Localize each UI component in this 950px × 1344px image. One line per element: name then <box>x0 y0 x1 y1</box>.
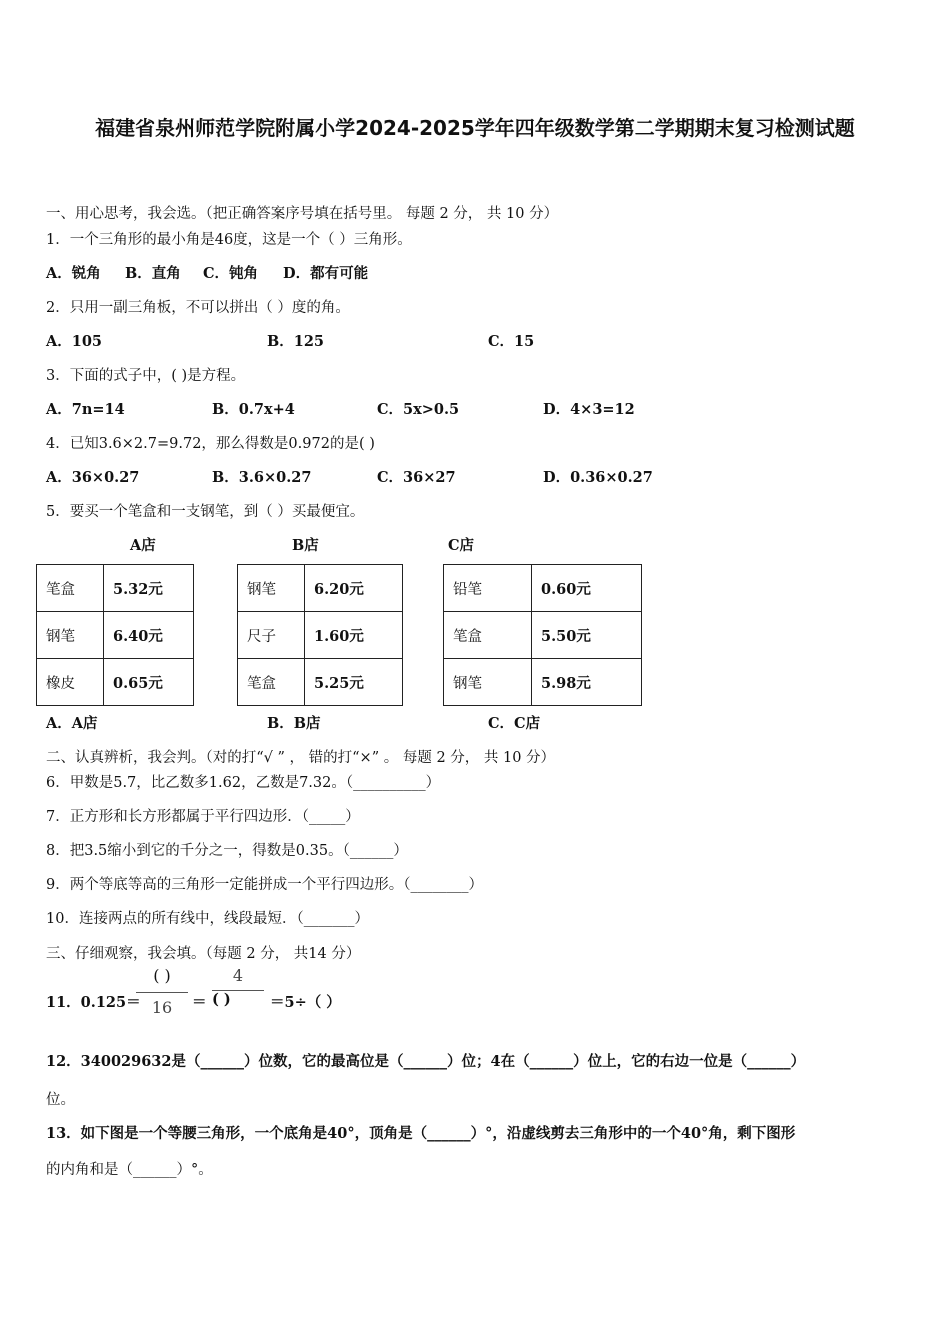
table-row <box>444 612 642 659</box>
item-price: 6.20元 <box>305 565 403 612</box>
item-name: 钢笔 <box>444 659 532 706</box>
q5-option-b: B．B店 <box>267 715 321 732</box>
q5-option-c: C．C店 <box>488 715 541 732</box>
q1-option-a: A．锐角 <box>46 265 101 282</box>
shop-a-label: A店 <box>130 537 156 554</box>
q11-equals: ＝ <box>192 994 207 1011</box>
item-name: 钢笔 <box>238 565 305 612</box>
item-price: 1.60元 <box>305 612 403 659</box>
section3-heading: 三、仔细观察，我会填。（每题 2 分， 共14 分） <box>46 946 361 962</box>
q13-line2: 的内角和是（______）°。 <box>46 1162 213 1178</box>
table-row <box>37 565 194 612</box>
table-row <box>444 565 642 612</box>
shop-b-label: B店 <box>292 537 319 554</box>
item-name: 笔盒 <box>37 565 104 612</box>
q5-option-a: A．A店 <box>46 715 98 732</box>
q6: 6．甲数是5.7，比乙数多1.62，乙数是7.32。（__________） <box>46 775 441 791</box>
section2-heading: 二、认真辨析，我会判。（对的打“√ ” ， 错的打“×” 。 每题 2 分， 共 10 分） <box>46 750 556 766</box>
q9: 9．两个等底等高的三角形一定能拼成一个平行四边形。（________） <box>46 877 483 893</box>
table-row <box>238 565 403 612</box>
q3-option-d: D．4×3=12 <box>543 401 635 418</box>
item-name: 笔盒 <box>444 612 532 659</box>
q3-option-a: A．7n=14 <box>46 401 125 418</box>
table-row <box>238 659 403 706</box>
q4-option-a: A．36×0.27 <box>46 469 140 486</box>
section1-heading: 一、用心思考，我会选。（把正确答案序号填在括号里。 每题 2 分， 共 10 分） <box>46 206 559 222</box>
q11-fraction2-denominator: ( ) <box>212 991 231 1008</box>
q2-option-b: B．125 <box>267 333 325 350</box>
shop-c-label: C店 <box>448 537 475 554</box>
q8: 8．把3.5缩小到它的千分之一，得数是0.35。（______） <box>46 843 408 859</box>
q11-fraction1-bar <box>136 992 188 993</box>
item-price: 6.40元 <box>104 612 194 659</box>
q4-option-b: B．3.6×0.27 <box>212 469 312 486</box>
shop-b-price-table <box>237 564 403 706</box>
q11-fraction1-denominator: 16 <box>151 998 173 1017</box>
q4-option-d: D．0.36×0.27 <box>543 469 653 486</box>
table-row <box>444 659 642 706</box>
page-title: 福建省泉州师范学院附属小学2024-2025学年四年级数学第二学期期末复习检测试题 <box>95 116 855 140</box>
q11-suffix: ＝5÷（ ） <box>270 994 341 1011</box>
q12-line2: 位。 <box>46 1092 75 1108</box>
item-name: 尺子 <box>238 612 305 659</box>
q1-option-c: C．钝角 <box>203 265 259 282</box>
q5-stem: 5．要买一个笔盒和一支钢笔，到（ ）买最便宜。 <box>46 504 365 520</box>
item-price: 0.60元 <box>532 565 642 612</box>
q4-option-c: C．36×27 <box>377 469 456 486</box>
item-price: 5.50元 <box>532 612 642 659</box>
q13-line1: 13．如下图是一个等腰三角形，一个底角是40°，顶角是（______）°，沿虚线剪去三角形中的一个40°角，剩下图形 <box>46 1125 796 1142</box>
table-row <box>238 612 403 659</box>
table-row <box>37 659 194 706</box>
q1-option-d: D．都有可能 <box>283 265 369 282</box>
q3-option-b: B．0.7x+4 <box>212 401 295 418</box>
q2-stem: 2．只用一副三角板，不可以拼出（ ）度的角。 <box>46 300 350 316</box>
q10: 10．连接两点的所有线中，线段最短．（_______） <box>46 911 369 927</box>
q7: 7．正方形和长方形都属于平行四边形．（_____） <box>46 809 360 825</box>
q1-stem: 1．一个三角形的最小角是46度，这是一个（ ）三角形。 <box>46 232 412 248</box>
q11-fraction1-numerator: ( ) <box>153 966 171 985</box>
q3-stem: 3．下面的式子中，( )是方程。 <box>46 368 246 384</box>
item-name: 钢笔 <box>37 612 104 659</box>
q2-option-c: C．15 <box>488 333 535 350</box>
item-price: 5.25元 <box>305 659 403 706</box>
table-row <box>37 612 194 659</box>
shop-a-price-table <box>36 564 194 706</box>
q2-option-a: A．105 <box>46 333 103 350</box>
item-name: 橡皮 <box>37 659 104 706</box>
q12-line1: 12．340029632是（______）位数，它的最高位是（______）位；4在（______）位上，它的右边一位是（______） <box>46 1053 806 1070</box>
item-price: 0.65元 <box>104 659 194 706</box>
q4-stem: 4．已知3.6×2.7=9.72，那么得数是0.972的是( ) <box>46 436 375 452</box>
item-price: 5.32元 <box>104 565 194 612</box>
shop-c-price-table <box>443 564 642 706</box>
item-price: 5.98元 <box>532 659 642 706</box>
item-name: 铅笔 <box>444 565 532 612</box>
item-name: 笔盒 <box>238 659 305 706</box>
q3-option-c: C．5x>0.5 <box>377 401 460 418</box>
q1-option-b: B．直角 <box>125 265 181 282</box>
q11-fraction2-numerator: 4 <box>232 966 244 985</box>
q11-prefix: 11．0.125＝ <box>46 994 141 1011</box>
